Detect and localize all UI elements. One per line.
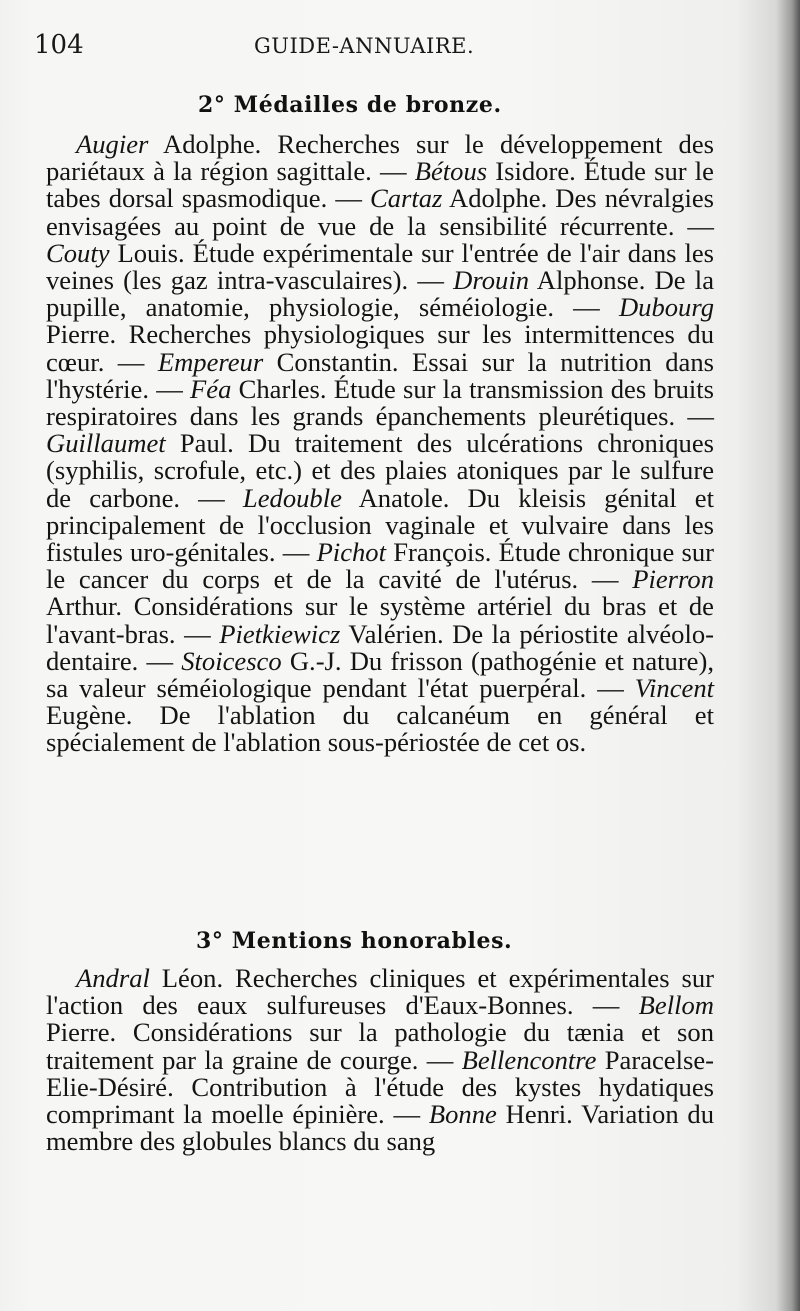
entry-name: Bellencontre — [461, 1044, 597, 1075]
entry-text: Louis. Étude expérimentale sur l'entrée de l'air dans les veines (les gaz intra-vasculaires). — — [46, 237, 714, 296]
entry-text: Alphonse. De la pupille, anatomie, physiologie, séméiologie. — — [46, 265, 715, 323]
entry-name: Andral — [76, 963, 150, 993]
entry-text: Paul. Du traitement des ulcérations chroniques (syphilis, scrofule, etc.) et des plaies atoniques par le sulfure de carbone. — — [46, 428, 714, 513]
entry-name: Couty — [46, 237, 110, 268]
entry-name: Guillaumet — [46, 428, 166, 459]
entry-text: Eugène. De l'ablation du calcanéum en général et spécialement de l'ablation sous-périostée de cet os. — [46, 700, 714, 758]
section-heading-bronze-medals: 2° Médailles de bronze. — [198, 92, 502, 118]
entry-text: Isidore. Étude sur le tabes dorsal spasmodique. — — [46, 156, 714, 214]
entry-text: Pierre. Recherches physiologiques sur les intermittences du cœur. — — [46, 319, 714, 377]
entry-name: Empereur — [157, 346, 264, 377]
entry-name: Bétous — [414, 156, 488, 187]
entry-text: Constantin. Essai sur la nutrition dans l'hystérie. — — [46, 346, 714, 404]
entry-text: Charles. Étude sur la transmission des bruits respiratoires dans les grands épanchements pleurétiques. — — [46, 373, 715, 432]
entry-name: Bellom — [638, 990, 714, 1021]
entry-name: Pietkiewicz — [219, 618, 341, 649]
entry-name: Augier — [76, 129, 149, 159]
entry-name: Dubourg — [618, 292, 714, 323]
entry-text: Henri. Variation du membre des globules blancs du sang — [46, 1099, 714, 1157]
entry-name: Pichot — [316, 537, 386, 568]
entry-text: Valérien. De la périostite alvéolo-dentaire. — — [46, 618, 714, 676]
entry-name: Ledouble — [242, 482, 342, 513]
entry-name: Féa — [190, 373, 232, 404]
entry-name: Cartaz — [369, 183, 443, 214]
entry-text: G.-J. Du frisson (pathogénie et nature), sa valeur séméiologique pendant l'état puerpéral. — — [46, 645, 714, 704]
entry-text: François. Étude chronique sur le cancer du corps et de la cavité de l'utérus. — — [46, 537, 714, 595]
entry-name: Drouin — [453, 265, 530, 296]
entry-text: Arthur. Considérations sur le système artériel du bras et de l'avant-bras. — — [46, 591, 714, 649]
entry-text: Paracelse-Elie-Désiré. Contribution à l'étude des kystes hydatiques comprimant la moelle épinière. — — [46, 1044, 715, 1130]
entry-text: Léon. Recherches cliniques et expérimentales sur l'action des eaux sulfureuses d'Eaux-Bonnes. — — [46, 963, 714, 1021]
page-header — [34, 30, 754, 66]
entry-name: Pierron — [632, 564, 714, 595]
entry-text: Adolphe. Recherches sur le développement des pariétaux à la région sagittale. — — [46, 129, 714, 187]
page-number: 104 — [34, 30, 84, 60]
entry-text: Pierre. Considérations sur la pathologie du tænia et son traitement par la graine de courge. — — [46, 1017, 714, 1075]
honorable-mentions-list — [46, 965, 714, 1155]
entry-name: Vincent — [634, 673, 714, 704]
entry-name: Stoicesco — [181, 645, 282, 676]
running-title: GUIDE-ANNUAIRE. — [254, 34, 475, 58]
entry-text: Anatole. Du kleisis génital et principalement de l'occlusion vaginale et vulvaire dans les fistules uro-génitales. — — [46, 482, 714, 568]
entry-name: Bonne — [428, 1099, 497, 1130]
entry-text: Adolphe. Des névralgies envisagées au point de vue de la sensibilité récurrente. — — [46, 183, 714, 241]
bronze-medals-list — [46, 131, 714, 757]
section-heading-honorable-mentions: 3° Mentions honorables. — [196, 928, 513, 954]
